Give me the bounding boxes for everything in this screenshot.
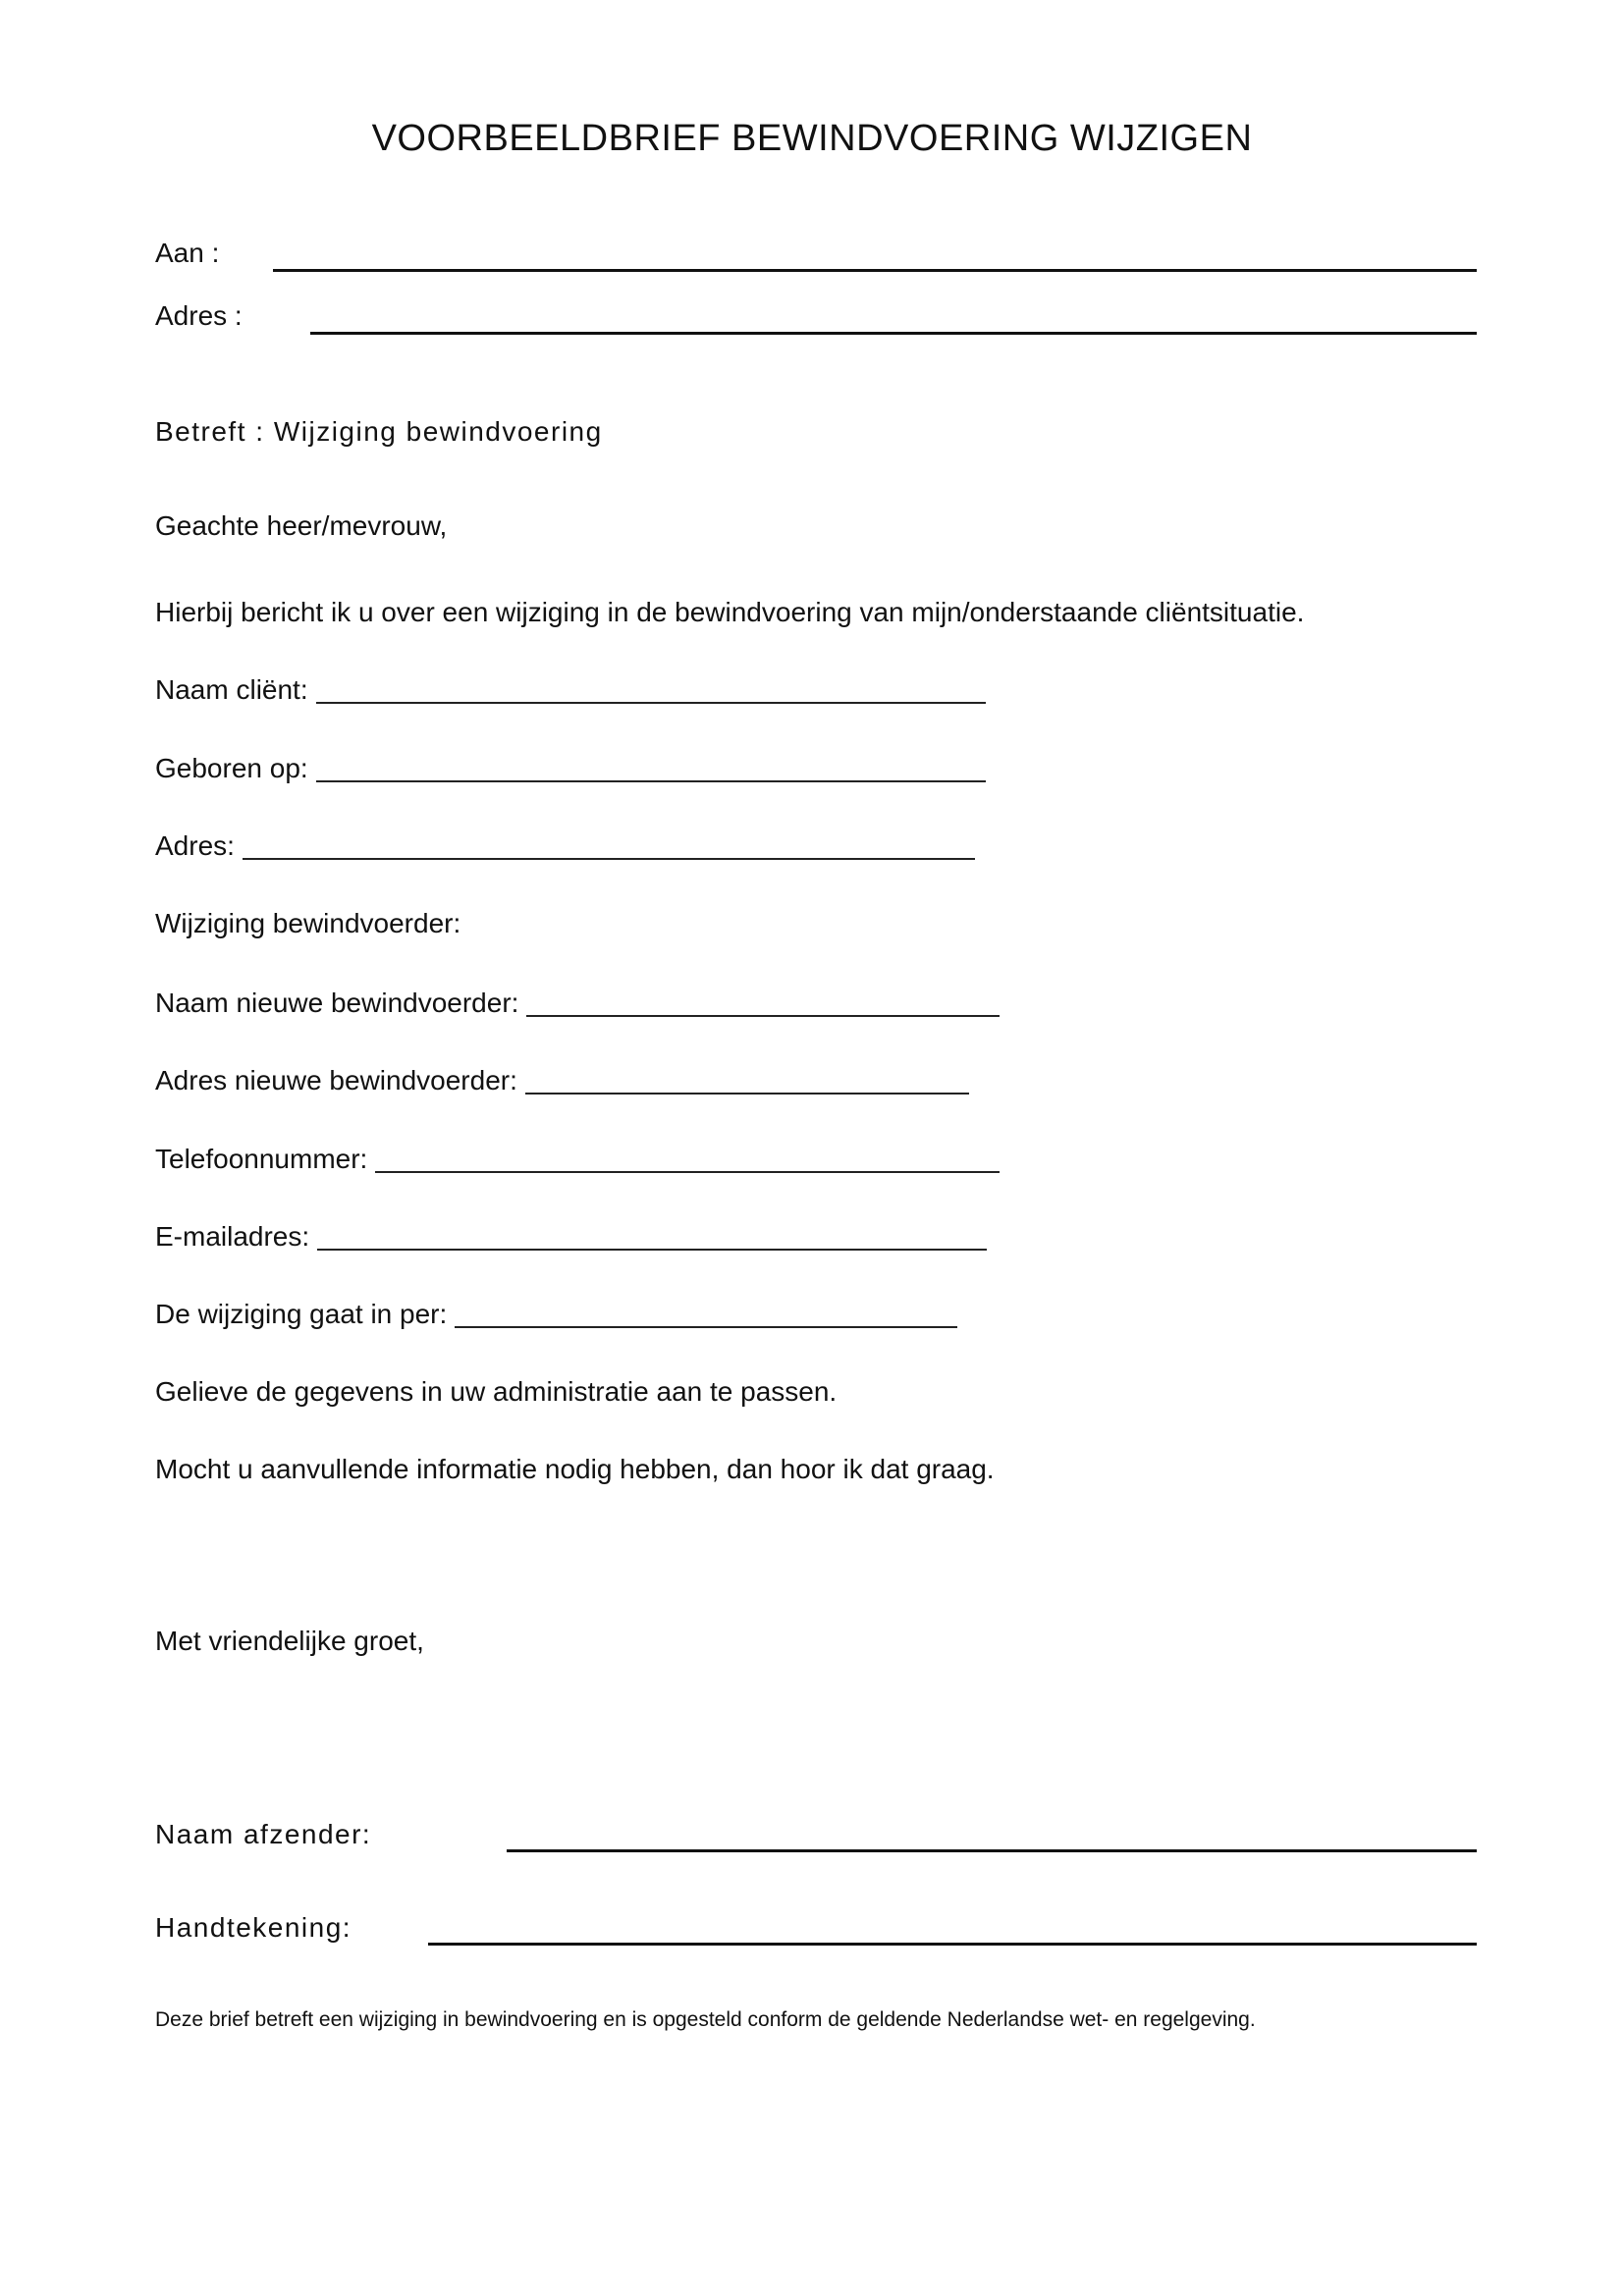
field-naam-client-label: Naam cliënt: [155,674,308,705]
field-geboren-op-label: Geboren op: [155,753,308,783]
handtekening-line[interactable] [428,1943,1477,1946]
body-line-1: Gelieve de gegevens in uw administratie aan te passen. [155,1376,838,1407]
closing: Met vriendelijke groet, [155,1626,424,1656]
field-email [155,1218,987,1255]
field-telefoon [155,1141,1000,1177]
field-adres-nieuwe-label: Adres nieuwe bewindvoerder: [155,1065,517,1095]
intro-paragraph: Hierbij bericht ik u over een wijziging in de bewindvoering van mijn/onderstaande cliëntsituatie. [155,597,1305,627]
aan-label: Aan : [155,238,220,268]
field-email-label: E-mailadres: [155,1221,310,1252]
aan-line[interactable] [273,269,1477,272]
email-blank[interactable] [317,1223,987,1251]
naam-afzender-line[interactable] [507,1849,1477,1852]
field-adres-nieuwe [155,1062,969,1098]
naam-afzender-label: Naam afzender: [155,1819,372,1849]
ingangsdatum-blank[interactable] [455,1301,957,1328]
telefoon-blank[interactable] [375,1146,1000,1173]
field-adres [155,828,975,864]
field-ingangsdatum [155,1296,957,1332]
greeting: Geachte heer/mevrouw, [155,510,448,541]
adres-nieuwe-blank[interactable] [525,1067,969,1095]
body-line-2: Mocht u aanvullende informatie nodig hebben, dan hoor ik dat graag. [155,1454,995,1484]
field-ingangsdatum-label: De wijziging gaat in per: [155,1299,448,1329]
field-naam-nieuwe [155,985,1000,1021]
field-geboren-op [155,750,986,786]
subject-line: Betreft : Wijziging bewindvoering [155,416,603,447]
naam-nieuwe-blank[interactable] [526,989,1000,1017]
letter-title: VOORBEELDBRIEF BEWINDVOERING WIJZIGEN [371,118,1253,159]
field-adres-label: Adres: [155,830,235,861]
footnote: Deze brief betreft een wijziging in bewindvoering en is opgesteld conform de geldende Nederlandse wet- en regelgeving. [155,2008,1256,2031]
adres-blank[interactable] [243,832,975,860]
wijziging-heading: Wijziging bewindvoerder: [155,908,461,938]
naam-client-blank[interactable] [316,676,986,704]
field-naam-client [155,671,986,708]
adres-label: Adres : [155,300,243,331]
handtekening-label: Handtekening: [155,1912,352,1943]
field-naam-nieuwe-label: Naam nieuwe bewindvoerder: [155,988,519,1018]
geboren-op-blank[interactable] [316,755,986,782]
adres-line[interactable] [310,332,1477,335]
field-telefoon-label: Telefoonnummer: [155,1144,368,1174]
